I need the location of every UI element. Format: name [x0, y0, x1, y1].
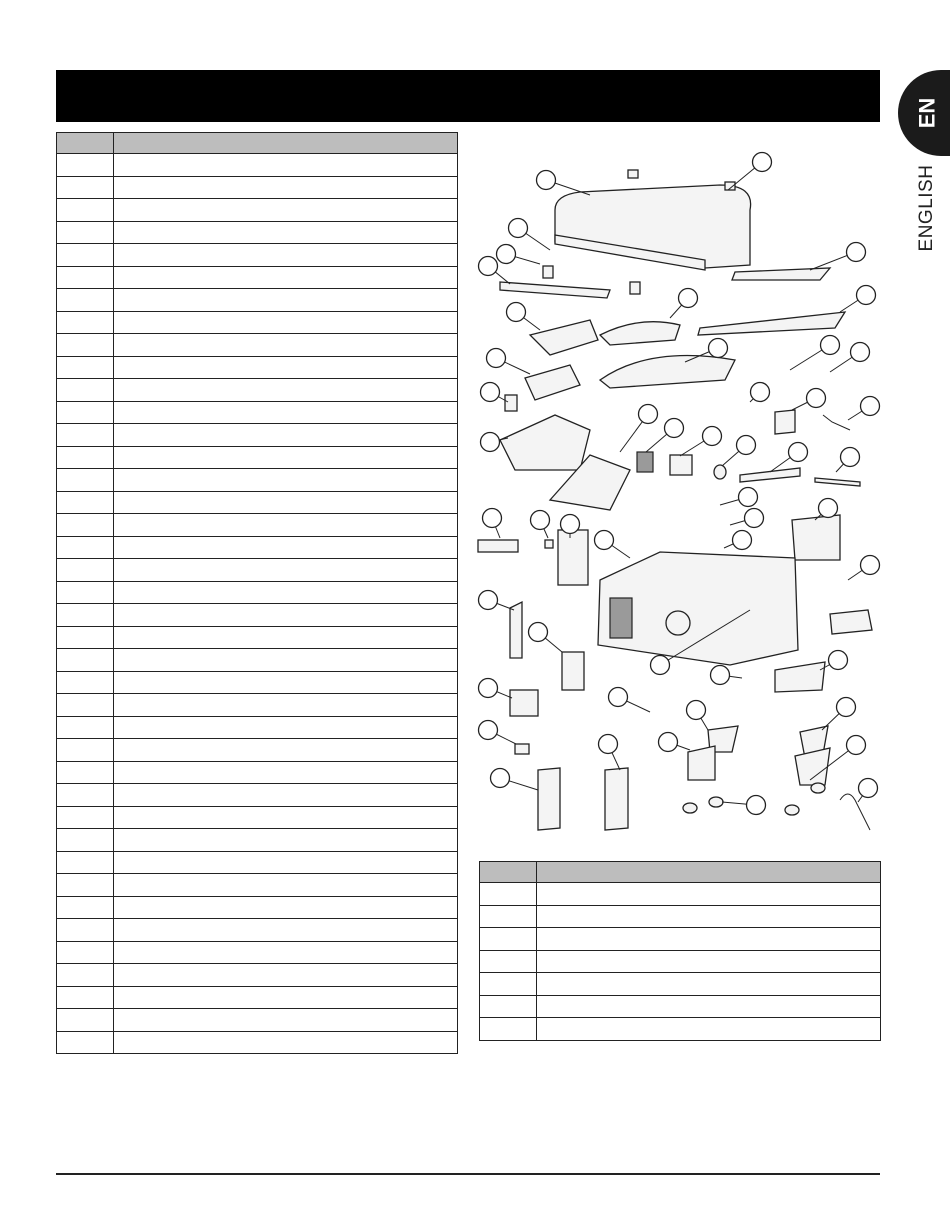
cell-description	[114, 536, 458, 559]
grease-bucket	[775, 662, 825, 692]
cell-number	[57, 199, 114, 222]
callout-circle	[509, 219, 528, 238]
callout-circle	[479, 721, 498, 740]
motor-bracket	[670, 455, 692, 475]
cell-number	[57, 356, 114, 379]
table-row	[57, 446, 458, 469]
cell-description	[114, 581, 458, 604]
rod-bracket	[510, 602, 522, 658]
table-row	[57, 176, 458, 199]
cell-number	[57, 604, 114, 627]
callout-circle	[847, 736, 866, 755]
wire-connector	[545, 540, 553, 548]
cell-description	[537, 928, 881, 951]
leg-foot	[811, 783, 825, 793]
cell-number	[57, 829, 114, 852]
cell-number	[480, 905, 537, 928]
cell-number	[57, 694, 114, 717]
table-row	[57, 221, 458, 244]
table-row	[57, 964, 458, 987]
table-row	[57, 829, 458, 852]
callout-circle	[481, 433, 500, 452]
cell-number	[57, 536, 114, 559]
cell-number	[57, 919, 114, 942]
cell-number	[480, 1018, 537, 1041]
hot-rod-bracket	[775, 410, 795, 434]
cell-description	[114, 716, 458, 739]
cell-description	[114, 401, 458, 424]
auger-motor	[637, 452, 653, 472]
callout-circle	[479, 679, 498, 698]
table-row	[57, 604, 458, 627]
parts-table-right	[479, 861, 881, 1041]
fan-grille	[666, 611, 690, 635]
wire-harness	[478, 540, 518, 552]
cell-number	[57, 379, 114, 402]
table-row	[57, 536, 458, 559]
cell-description	[114, 514, 458, 537]
cell-number	[57, 559, 114, 582]
cell-number	[57, 671, 114, 694]
cell-number	[480, 950, 537, 973]
fuse-cover	[510, 690, 538, 716]
table-row	[57, 334, 458, 357]
table-row	[57, 311, 458, 334]
cell-description	[114, 604, 458, 627]
table-row	[57, 491, 458, 514]
cell-description	[114, 289, 458, 312]
cell-number	[57, 491, 114, 514]
parts-table-left-body	[57, 154, 458, 1054]
callout-circle	[491, 769, 510, 788]
table-row	[480, 928, 881, 951]
cell-description	[114, 1031, 458, 1054]
callout-circle	[479, 591, 498, 610]
callout-circle	[747, 796, 766, 815]
exploded-parts-diagram	[470, 140, 940, 840]
table-row	[57, 739, 458, 762]
cell-number	[480, 928, 537, 951]
table-row	[57, 424, 458, 447]
callout-circle	[829, 651, 848, 670]
table-row	[57, 469, 458, 492]
table-row	[480, 1018, 881, 1041]
cell-description	[114, 266, 458, 289]
table-header-row	[480, 862, 881, 883]
heat-baffle	[600, 322, 680, 345]
cell-description	[114, 221, 458, 244]
safety-switch	[505, 395, 517, 411]
cell-description	[537, 905, 881, 928]
table-row	[57, 851, 458, 874]
cell-number	[57, 514, 114, 537]
callout-circle	[841, 448, 860, 467]
cell-number	[57, 469, 114, 492]
cell-description	[114, 874, 458, 897]
callout-circle	[821, 336, 840, 355]
callout-circle	[847, 243, 866, 262]
cell-description	[114, 176, 458, 199]
callout-circle	[859, 779, 878, 798]
cell-description	[114, 986, 458, 1009]
hopper-box	[500, 415, 590, 470]
leg-foot	[785, 805, 799, 815]
cell-number	[480, 995, 537, 1018]
table-row	[57, 244, 458, 267]
table-row	[57, 559, 458, 582]
cell-description	[114, 694, 458, 717]
control-board	[558, 530, 588, 585]
callout-circle	[481, 383, 500, 402]
cell-description	[537, 1018, 881, 1041]
leg	[688, 746, 715, 780]
callout-circle	[561, 515, 580, 534]
table-row	[57, 806, 458, 829]
control-panel-cutout	[610, 598, 632, 638]
cell-number	[57, 851, 114, 874]
callout-circle	[531, 511, 550, 530]
cell-description	[114, 784, 458, 807]
callout-circle	[745, 509, 764, 528]
table-row	[57, 379, 458, 402]
header-cell-description	[114, 133, 458, 154]
table-row	[480, 883, 881, 906]
cell-number	[57, 784, 114, 807]
cell-number	[57, 424, 114, 447]
callout-circle	[751, 383, 770, 402]
language-code: EN	[914, 97, 940, 129]
cell-description	[114, 806, 458, 829]
drip-tray	[600, 356, 735, 389]
cell-description	[114, 671, 458, 694]
table-row	[57, 784, 458, 807]
cell-number	[57, 311, 114, 334]
cell-description	[114, 334, 458, 357]
cell-number	[57, 176, 114, 199]
cell-description	[537, 883, 881, 906]
cell-description	[114, 311, 458, 334]
cell-number	[57, 446, 114, 469]
cell-number	[57, 806, 114, 829]
cell-description	[537, 973, 881, 996]
callout-circle	[507, 303, 526, 322]
table-row	[480, 995, 881, 1018]
table-row	[57, 514, 458, 537]
cell-number	[57, 716, 114, 739]
cell-description	[114, 896, 458, 919]
hood-clip	[628, 170, 638, 178]
table-row	[57, 649, 458, 672]
header-cell-number	[480, 862, 537, 883]
table-row	[57, 581, 458, 604]
controller	[562, 652, 584, 690]
warming-rack	[732, 268, 830, 280]
cell-number	[57, 626, 114, 649]
hopper-lid	[530, 320, 598, 355]
cell-description	[114, 154, 458, 177]
power-switch	[515, 744, 529, 754]
parts-table-right-body	[480, 883, 881, 1041]
table-header-row	[57, 133, 458, 154]
parts-table-left	[56, 132, 458, 1054]
table-row	[480, 950, 881, 973]
cell-number	[57, 1009, 114, 1032]
callout-circle	[599, 735, 618, 754]
cell-number	[57, 739, 114, 762]
header-cell-description	[537, 862, 881, 883]
table-row	[57, 154, 458, 177]
callout-circle	[483, 509, 502, 528]
callout-circle	[709, 339, 728, 358]
table-row	[57, 671, 458, 694]
cell-description	[114, 919, 458, 942]
fire-pot	[792, 515, 840, 560]
callout-circle	[861, 397, 880, 416]
callout-circle	[687, 701, 706, 720]
callout-circle	[819, 499, 838, 518]
cell-description	[114, 1009, 458, 1032]
callout-circle	[733, 531, 752, 550]
cell-number	[57, 154, 114, 177]
cell-description	[114, 851, 458, 874]
table-row	[480, 973, 881, 996]
language-name: ENGLISH	[916, 164, 937, 252]
callout-circle	[529, 623, 548, 642]
callout-circle	[753, 153, 772, 172]
table-row	[57, 356, 458, 379]
callout-circle	[639, 405, 658, 424]
table-row	[57, 874, 458, 897]
table-row	[57, 919, 458, 942]
leg	[795, 748, 830, 785]
cell-number	[57, 761, 114, 784]
table-row	[57, 266, 458, 289]
side-handle	[830, 610, 872, 634]
header-cell-number	[57, 133, 114, 154]
cell-number	[57, 1031, 114, 1054]
cell-description	[114, 446, 458, 469]
callout-circle	[807, 389, 826, 408]
cell-description	[114, 739, 458, 762]
cell-number	[57, 289, 114, 312]
cell-description	[537, 950, 881, 973]
cell-description	[114, 469, 458, 492]
callout-circle	[851, 343, 870, 362]
cell-description	[114, 424, 458, 447]
callout-circle	[537, 171, 556, 190]
cooking-grate	[698, 312, 845, 335]
tool-hook	[840, 794, 870, 830]
leg-foot	[683, 803, 697, 813]
callout-circle	[837, 698, 856, 717]
callout-circle	[497, 245, 516, 264]
table-row	[57, 716, 458, 739]
table-row	[57, 289, 458, 312]
table-row	[57, 761, 458, 784]
cell-description	[114, 761, 458, 784]
callout-circle	[739, 488, 758, 507]
callout-circle	[595, 531, 614, 550]
cell-description	[114, 964, 458, 987]
table-row	[57, 941, 458, 964]
cell-number	[57, 874, 114, 897]
auger-washer	[714, 465, 726, 479]
table-row	[57, 986, 458, 1009]
cell-number	[57, 986, 114, 1009]
table-row	[57, 1031, 458, 1054]
leg-foot	[709, 797, 723, 807]
cell-description	[537, 995, 881, 1018]
callout-circle	[679, 289, 698, 308]
cell-description	[114, 649, 458, 672]
cell-description	[114, 199, 458, 222]
callout-circle	[659, 733, 678, 752]
table-row	[480, 905, 881, 928]
callout-circle	[665, 419, 684, 438]
callout-circle	[479, 257, 498, 276]
callout-circle	[861, 556, 880, 575]
table-row	[57, 694, 458, 717]
igniter-rod	[823, 415, 850, 430]
callout-circle	[711, 666, 730, 685]
callout-circle	[737, 436, 756, 455]
callout-circle	[651, 656, 670, 675]
cell-number	[57, 964, 114, 987]
callout-circle	[609, 688, 628, 707]
cell-number	[57, 941, 114, 964]
cell-number	[57, 244, 114, 267]
heating-element	[605, 768, 628, 830]
cell-number	[57, 221, 114, 244]
cell-number	[480, 883, 537, 906]
front-handle	[500, 282, 610, 298]
cell-description	[114, 941, 458, 964]
cell-number	[57, 896, 114, 919]
cell-number	[57, 266, 114, 289]
heating-element	[538, 768, 560, 830]
table-row	[57, 401, 458, 424]
callout-circle	[857, 286, 876, 305]
cell-description	[114, 491, 458, 514]
cell-number	[57, 334, 114, 357]
header-bar	[56, 70, 880, 122]
cell-number	[57, 401, 114, 424]
cell-number	[480, 973, 537, 996]
cell-number	[57, 649, 114, 672]
cell-description	[114, 379, 458, 402]
cell-number	[57, 581, 114, 604]
auger	[740, 468, 800, 482]
table-row	[57, 626, 458, 649]
auger-shaft	[815, 478, 860, 486]
cell-description	[114, 356, 458, 379]
table-row	[57, 896, 458, 919]
cell-description	[114, 829, 458, 852]
table-row	[57, 199, 458, 222]
handle-mount	[543, 266, 553, 278]
callout-circle	[487, 349, 506, 368]
hopper-grate	[525, 365, 580, 400]
cell-description	[114, 626, 458, 649]
cell-description	[114, 244, 458, 267]
callout-circle	[789, 443, 808, 462]
table-row	[57, 1009, 458, 1032]
footer-rule	[56, 1173, 880, 1175]
callout-circle	[703, 427, 722, 446]
handle-mount	[630, 282, 640, 294]
cell-description	[114, 559, 458, 582]
